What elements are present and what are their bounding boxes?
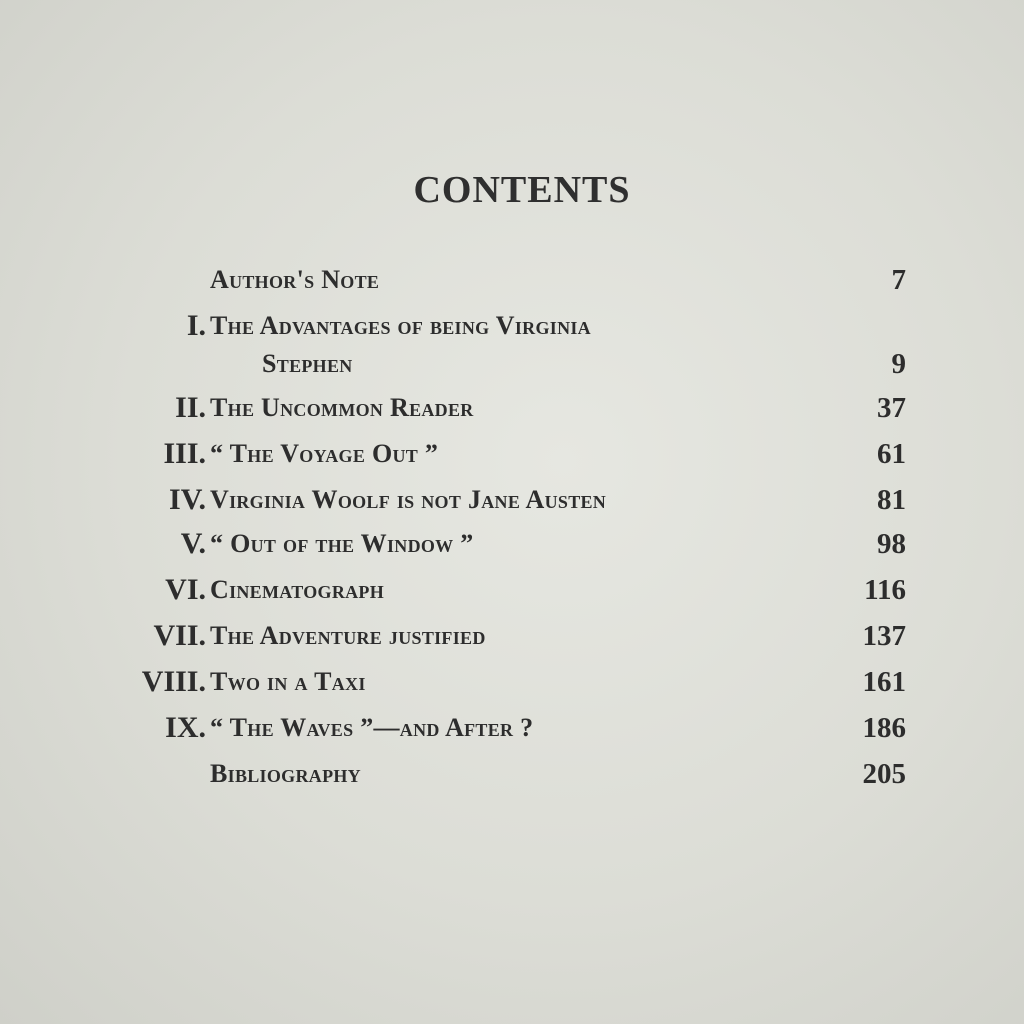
chapter-title: The Adventure justified [210,621,486,650]
toc-entry-authors-note [0,260,1024,300]
chapter-title: Two in a Taxi [210,667,366,696]
chapter-number: V. [180,527,206,560]
page-number: 161 [862,666,906,698]
toc-entry-chapter-3 [0,434,1024,474]
chapter-title-continuation: Stephen [262,349,353,378]
chapter-title: Cinematograph [210,575,385,604]
toc-entry-chapter-1-continued [0,344,1024,384]
toc-entry-chapter-1 [0,306,1024,346]
toc-entry-chapter-6 [0,570,1024,610]
chapter-title: Bibliography [210,759,361,788]
page-number: 9 [891,348,906,380]
page-number: 81 [877,484,906,516]
chapter-number: II. [175,391,206,424]
page-number: 37 [877,392,906,424]
chapter-number: IX. [165,711,206,744]
page-number: 116 [864,574,906,606]
toc-entry-chapter-8 [0,662,1024,702]
chapter-number: VI. [165,573,206,606]
chapter-title: The Uncommon Reader [210,393,474,422]
chapter-title: “ Out of the Window ” [210,529,474,558]
page-number: 61 [877,438,906,470]
chapter-title: Virginia Woolf is not Jane Austen [210,485,607,514]
toc-entry-chapter-9 [0,708,1024,748]
chapter-title: Author's Note [210,265,380,294]
toc-entry-chapter-4 [0,480,1024,520]
toc-entry-chapter-2 [0,388,1024,428]
toc-entry-chapter-7 [0,616,1024,656]
chapter-title: “ The Waves ”—and After ? [210,713,534,742]
chapter-number: VIII. [141,665,206,698]
page-number: 205 [862,758,906,790]
chapter-number: VII. [153,619,206,652]
chapter-number: III. [163,437,206,470]
chapter-title: The Advantages of being Virginia [210,311,591,340]
page-number: 7 [891,264,906,296]
toc-entry-chapter-5 [0,524,1024,564]
page-number: 98 [877,528,906,560]
contents-heading: CONTENTS [413,169,631,211]
page-number: 137 [862,620,906,652]
page-number: 186 [862,712,906,744]
chapter-title: “ The Voyage Out ” [210,439,439,468]
toc-entry-bibliography [0,754,1024,794]
chapter-number: I. [186,309,206,342]
chapter-number: IV. [169,483,206,516]
